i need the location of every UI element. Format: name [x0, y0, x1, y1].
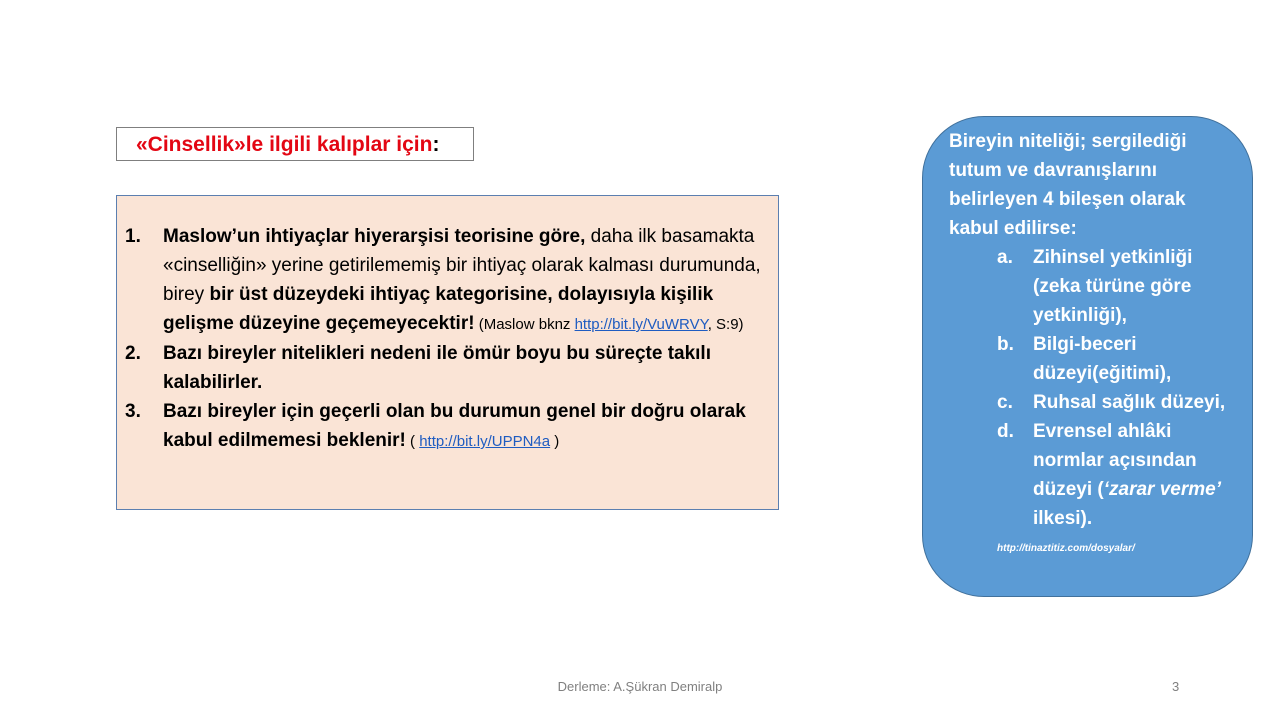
item-bold-text: bir üst düzeydeki ihtiyaç kategorisine, dolayısıyla kişilik gelişme düzeyine geçemeyecektir! — [163, 284, 714, 334]
component-item — [949, 417, 1238, 533]
list-number: 1. — [125, 226, 141, 247]
list-item — [125, 339, 768, 397]
component-letter: d. — [997, 421, 1014, 442]
ref-prefix: (Maslow bknz — [474, 316, 575, 333]
title-colon: : — [432, 133, 440, 156]
footer-author: Derleme: A.Şükran Demiralp — [557, 679, 723, 694]
list-number: 3. — [125, 401, 141, 422]
component-text: Zihinsel yetkinliği (zeka türüne göre yetkinliği), — [1033, 247, 1193, 326]
list-number: 2. — [125, 343, 141, 364]
component-item — [949, 330, 1238, 388]
component-list — [949, 243, 1238, 533]
component-letter: c. — [997, 392, 1013, 413]
item-bold-text: Bazı bireyler nitelikleri nedeni ile ömür boyu bu süreçte takılı kalabilirler. — [163, 343, 711, 393]
page-number: 3 — [1172, 679, 1180, 694]
list-item — [125, 397, 768, 456]
component-item — [949, 388, 1238, 417]
item-text: daha ilk basamakta «cinselliğin» yerine getirilememiş bir ihtiyaç olarak kalması durumunda, birey — [163, 226, 761, 305]
ref-suffix: ) — [550, 433, 560, 450]
component-letter: b. — [997, 334, 1014, 355]
component-tail: ilkesi). — [1033, 508, 1093, 529]
info-bubble — [922, 116, 1253, 597]
bubble-intro: Bireyin niteliği; sergilediği tutum ve davranışlarını belirleyen 4 bileşen olarak kabul edilirse: — [949, 131, 1187, 239]
slide-title — [116, 127, 474, 161]
list-item — [125, 222, 768, 339]
ref-suffix: , S:9) — [707, 316, 744, 333]
component-text: Evrensel ahlâki normlar açısından düzeyi ( — [1033, 421, 1197, 500]
ref-prefix: ( — [405, 433, 420, 450]
source-link[interactable]: http://tinaztitiz.com/dosyalar/ — [997, 543, 1135, 554]
item-bold-text: Bazı bireyler için geçerli olan bu durumun genel bir doğru olarak kabul edilmemesi beklenir! — [163, 401, 746, 451]
maslow-link[interactable]: http://bit.ly/VuWRVY — [574, 316, 708, 333]
item-bold-text: Maslow’un ihtiyaçlar hiyerarşisi teorisine göre, — [163, 226, 586, 247]
content-box — [116, 195, 779, 510]
component-text: Ruhsal sağlık düzeyi, — [1033, 392, 1226, 413]
uppn-link[interactable]: http://bit.ly/UPPN4a — [419, 433, 551, 450]
title-highlight: «Cinsellik»le ilgili kalıplar için — [136, 133, 433, 156]
component-item — [949, 243, 1238, 330]
numbered-list — [125, 222, 768, 456]
component-italic: ‘zarar verme’ — [1103, 479, 1221, 500]
component-text: Bilgi-beceri düzeyi(eğitimi), — [1033, 334, 1172, 384]
component-letter: a. — [997, 247, 1013, 268]
